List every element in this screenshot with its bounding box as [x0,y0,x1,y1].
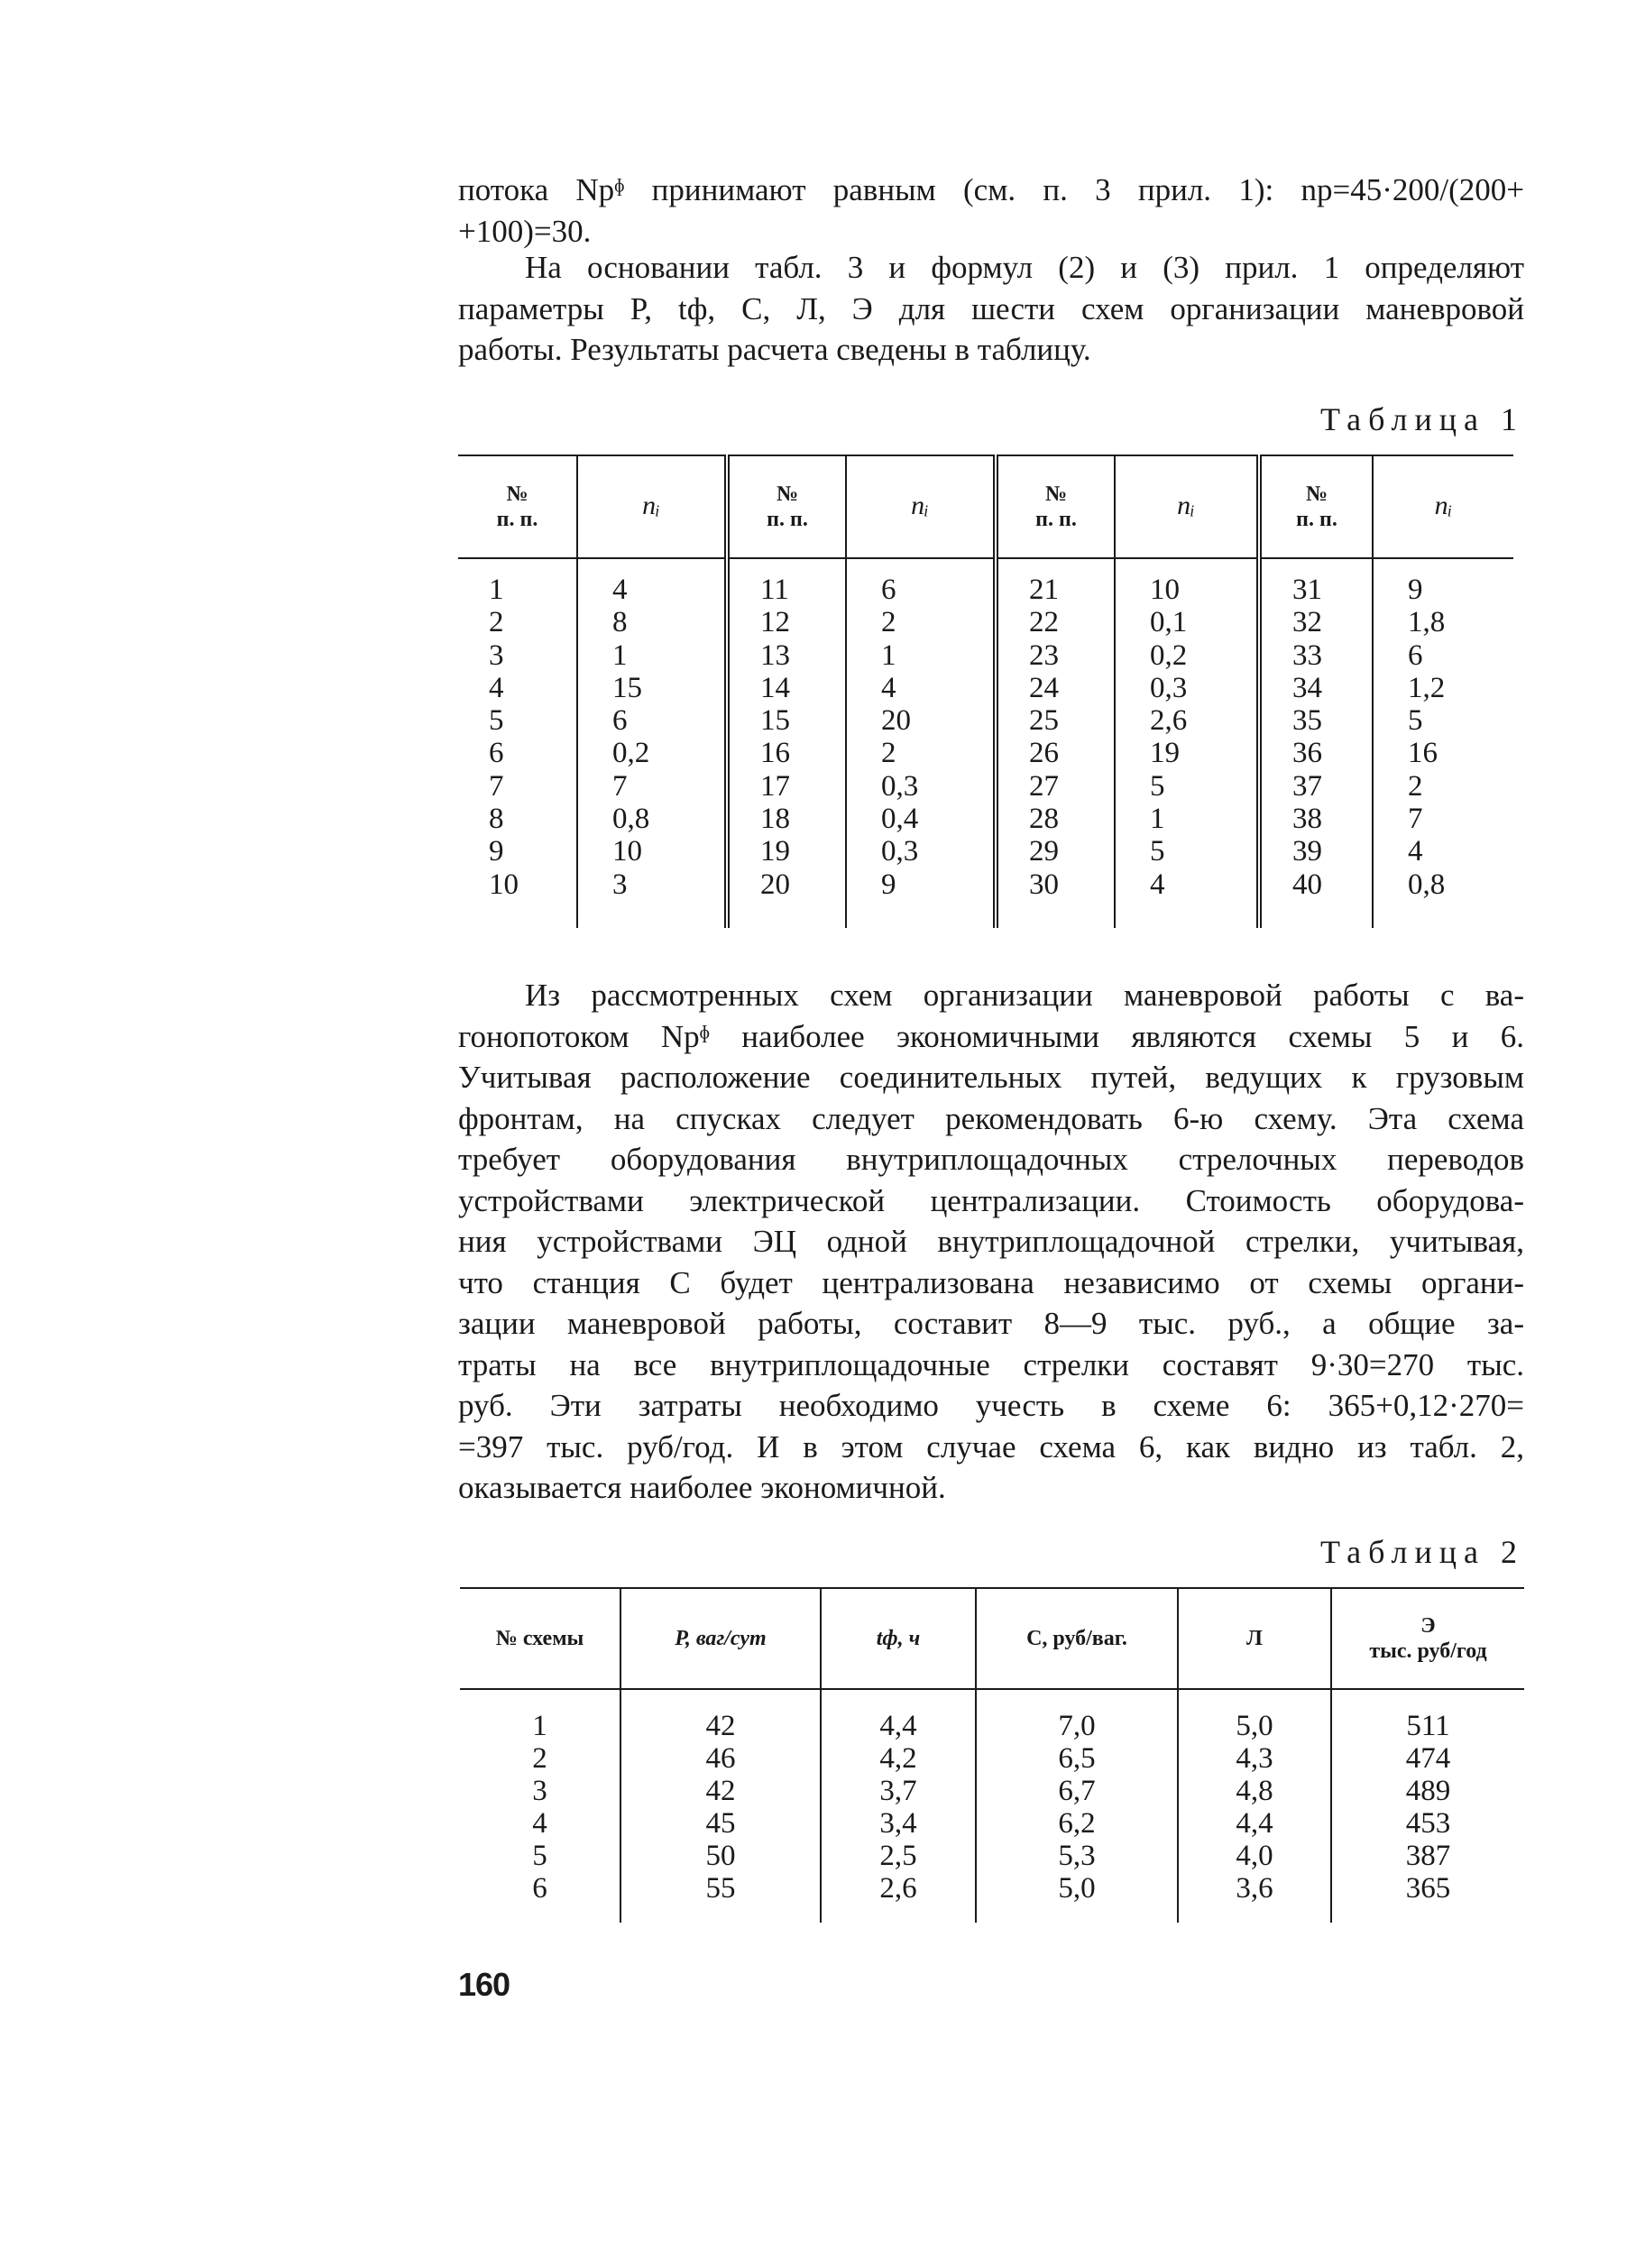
paragraph-3-line: руб. Эти затраты необходимо учесть в схеме 6: 365+0,12·270= [458,1388,1524,1423]
table-cell-value: 5,0 [1236,1710,1273,1742]
table-cell-value: 33 [1292,638,1322,672]
table-cell-value: 36 [1292,737,1322,770]
table-cell-value: 4,0 [1236,1840,1273,1872]
paragraph-2 [458,247,1524,371]
table-cell-value: 7 [1408,803,1423,836]
table-cell-value: 4 [489,671,504,704]
paragraph-3-line: Из рассмотренных схем организации маневровой работы с ва- [525,978,1524,1013]
table-cell-value: 1 [612,638,628,672]
header-num-label: п. п. [1035,508,1077,531]
table-cell-value: 37 [1292,769,1322,803]
table-cell-value: 0,2 [612,737,650,770]
table-cell-value: 0,8 [1408,868,1446,901]
table-2-header-c: С, руб/ваг. [976,1588,1178,1689]
table-2-header-row [460,1588,1524,1689]
paragraph-1-line: +100)=30. [458,213,592,249]
table-cell-value: 3,4 [879,1807,917,1840]
table-cell-value: 9 [1408,574,1423,606]
table-cell-value: 4,2 [879,1742,917,1775]
header-tf-label: tф, ч [876,1627,921,1650]
paragraph-3 [458,975,1524,1509]
table-cell-value: 39 [1292,835,1322,868]
table-cell-value: 4 [1408,835,1423,868]
table-cell-value: 0,4 [881,803,919,836]
table-1-body-row [458,558,1513,928]
table-cell-value: 6 [489,737,504,770]
table-cell-value: 5 [1150,835,1165,868]
table-2-scheme-column [460,1689,620,1923]
table-cell-value: 15 [612,671,642,704]
table-cell-value: 3,7 [879,1775,917,1807]
table-cell-value: 32 [1292,606,1322,639]
table-cell-value: 6,5 [1058,1742,1096,1775]
table-cell-value: 10 [1150,574,1180,606]
table-2-c-column [976,1689,1178,1923]
table-cell-value: 511 [1406,1710,1450,1742]
table-cell-value: 19 [1150,737,1180,770]
table-cell-value: 10 [612,835,642,868]
table-cell-value: 4 [612,574,628,606]
paragraph-2-line: работы. Результаты расчета сведены в таблицу. [458,332,1091,367]
table-cell-value: 50 [705,1840,736,1872]
table-cell-value: 6 [532,1872,547,1905]
table-cell-value: 7 [612,769,628,803]
table-cell-value: 7 [489,769,504,803]
table-cell-value: 5 [1150,769,1165,803]
table-cell-value: 20 [760,868,790,901]
table-1-header-num [1259,455,1373,558]
table-cell-value: 5 [532,1840,547,1872]
table-cell-value: 0,3 [881,769,919,803]
table-cell-value: 6 [881,574,896,606]
table-2-header-scheme: № схемы [495,1627,584,1650]
header-num-label: п. п. [496,508,538,531]
header-e-symbol: Э [1420,1614,1436,1638]
table-cell-value: 15 [760,704,790,738]
table-cell-value: 4,4 [879,1710,917,1742]
table-2-header-l: Л [1178,1588,1331,1689]
table-cell-value: 14 [760,671,790,704]
table-cell-value: 42 [705,1710,736,1742]
table-cell-value: 23 [1029,638,1059,672]
paragraph-3-line: гонопотоком Nрᶲ наиболее экономичными являются схемы 5 и 6. [458,1018,1524,1054]
table-cell-value: 6 [612,704,628,738]
table-cell-value: 13 [760,638,790,672]
table-cell-value: 0,8 [612,803,650,836]
table-cell-value: 9 [489,835,504,868]
table-1-num-column [1259,558,1373,928]
table-2-p-column [620,1689,821,1923]
table-cell-value: 4 [881,671,896,704]
table-cell-value: 4 [1150,868,1165,901]
table-cell-value: 35 [1292,704,1322,738]
table-cell-value: 2,5 [879,1840,917,1872]
table-1-num-column [727,558,846,928]
paragraph-3-line: требует оборудования внутриплощадочных стрелочных переводов [458,1142,1524,1177]
paragraph-1 [458,170,1524,252]
table-cell-value: 2 [532,1742,547,1775]
header-value-label: nᵢ [911,491,929,520]
table-cell-value: 20 [881,704,911,738]
table-cell-value: 16 [760,737,790,770]
table-cell-value: 0,2 [1150,638,1188,672]
table-cell-value: 40 [1292,868,1322,901]
table-cell-value: 2,6 [879,1872,917,1905]
table-1-value-column [577,558,727,928]
table-cell-value: 10 [489,868,519,901]
table-cell-value: 6,7 [1058,1775,1096,1807]
table-cell-value: 4,4 [1236,1807,1273,1840]
table-2-header-tf [821,1588,976,1689]
paragraph-3-line: фронтам, на спусках следует рекомендовать 6-ю схему. Эта схема [458,1100,1524,1136]
header-num-symbol: № [776,482,799,506]
table-cell-value: 365 [1405,1872,1451,1905]
table-cell-value: 8 [612,606,628,639]
header-p-label: P, ваг/сут [675,1627,767,1650]
table-1-caption: Таблица 1 [1320,401,1524,437]
table-2-l-column [1178,1689,1331,1923]
table-cell-value: 8 [489,803,504,836]
table-cell-value: 30 [1029,868,1059,901]
table-cell-value: 2 [1408,769,1423,803]
table-cell-value: 4,3 [1236,1742,1273,1775]
header-value-label: nᵢ [1177,491,1195,520]
header-num-label: п. п. [1296,508,1337,531]
table-2-header-p [620,1588,821,1689]
paragraph-3-line: зации маневровой работы, составит 8—9 тыс. руб., а общие за- [458,1306,1524,1341]
table-cell-value: 12 [760,606,790,639]
table-cell-value: 9 [881,868,896,901]
table-cell-value: 1 [1150,803,1165,836]
table-cell-value: 3 [612,868,628,901]
table-cell-value: 5,0 [1058,1872,1096,1905]
table-cell-value: 3 [532,1775,547,1807]
table-1-header-row [458,455,1513,558]
table-1-header-num [727,455,846,558]
table-cell-value: 3 [489,638,504,672]
table-cell-value: 2 [881,737,896,770]
paragraph-3-line: устройствами электрической централизации. Стоимость оборудова- [458,1182,1524,1218]
paragraph-3-line: что станция С будет централизована независимо от схемы органи- [458,1264,1524,1300]
paragraph-3-line: оказывается наиболее экономичной. [458,1470,946,1505]
table-cell-value: 25 [1029,704,1059,738]
table-1-value-column [1115,558,1259,928]
paragraph-3-line: =397 тыс. руб/год. И в этом случае схема 6, как видно из табл. 2, [458,1428,1524,1465]
header-num-symbol: № [1044,482,1068,506]
paragraph-3-line: траты на все внутриплощадочные стрелки составят 9·30=270 тыс. [458,1346,1524,1382]
table-cell-value: 7,0 [1058,1710,1096,1742]
page-number: 160 [458,1966,510,2003]
table-cell-value: 1,2 [1408,671,1446,704]
table-cell-value: 0,3 [881,835,919,868]
table-cell-value: 11 [760,574,789,606]
table-cell-value: 45 [705,1807,736,1840]
table-cell-value: 42 [705,1775,736,1807]
table-2-e-column [1331,1689,1524,1923]
table-cell-value: 28 [1029,803,1059,836]
table-1-header-value [577,455,727,558]
table-cell-value: 5 [1408,704,1423,738]
paragraph-2-line: параметры P, tф, С, Л, Э для шести схем организации маневровой [458,290,1524,326]
table-cell-value: 453 [1405,1807,1451,1840]
table-cell-value: 2,6 [1150,704,1188,738]
paragraph-3-line: Учитывая расположение соединительных путей, ведущих к грузовым [458,1060,1524,1095]
table-2-tf-column [821,1689,976,1923]
table-1-header-value [846,455,996,558]
table-cell-value: 387 [1405,1840,1451,1872]
table-cell-value: 22 [1029,606,1059,639]
table-1-num-column [458,558,577,928]
table-cell-value: 16 [1408,737,1438,770]
table-cell-value: 1,8 [1408,606,1446,639]
table-1-value-column [1373,558,1513,928]
table-cell-value: 19 [760,835,790,868]
table-cell-value: 46 [705,1742,736,1775]
table-cell-value: 21 [1029,574,1059,606]
table-cell-value: 6,2 [1058,1807,1096,1840]
table-cell-value: 38 [1292,803,1322,836]
table-1 [458,455,1513,928]
header-value-label: nᵢ [1434,491,1453,520]
table-cell-value: 34 [1292,671,1322,704]
table-cell-value: 0,1 [1150,606,1188,639]
table-cell-value: 6 [1408,638,1423,672]
table-cell-value: 31 [1292,574,1322,606]
table-1-header-num [458,455,577,558]
table-cell-value: 4 [532,1807,547,1840]
table-cell-value: 1 [881,638,896,672]
header-e-unit: тыс. руб/год [1369,1639,1487,1663]
table-cell-value: 4,8 [1236,1775,1273,1807]
table-cell-value: 5 [489,704,504,738]
table-cell-value: 18 [760,803,790,836]
table-cell-value: 3,6 [1236,1872,1273,1905]
header-num-label: п. п. [767,508,808,531]
table-1-num-column [996,558,1115,928]
header-value-label: nᵢ [642,491,660,520]
header-num-symbol: № [506,482,528,506]
table-cell-value: 55 [705,1872,736,1905]
table-cell-value: 27 [1029,769,1059,803]
table-cell-value: 0,3 [1150,671,1188,704]
table-2-header-e [1331,1588,1524,1689]
table-cell-value: 2 [489,606,504,639]
table-2-body-row [460,1689,1524,1923]
table-cell-value: 24 [1029,671,1059,704]
header-num-symbol: № [1305,482,1328,506]
paragraph-2-line: На основании табл. 3 и формул (2) и (3) прил. 1 определяют [525,250,1524,285]
table-cell-value: 5,3 [1058,1840,1096,1872]
table-1-header-num [996,455,1115,558]
paragraph-3-line: ния устройствами ЭЦ одной внутриплощадочной стрелки, учитывая, [458,1224,1524,1259]
table-2 [460,1587,1524,1923]
table-cell-value: 29 [1029,835,1059,868]
table-cell-value: 489 [1405,1775,1451,1807]
table-cell-value: 1 [532,1710,547,1742]
paragraph-1-line: потока Nрᶲ принимают равным (см. п. 3 прил. 1): nр=45·200/(200+ [458,172,1524,207]
table-cell-value: 26 [1029,737,1059,770]
table-1-value-column [846,558,996,928]
table-cell-value: 2 [881,606,896,639]
table-2-caption: Таблица 2 [1320,1534,1524,1570]
table-cell-value: 474 [1405,1742,1451,1775]
table-1-header-value [1115,455,1259,558]
table-cell-value: 17 [760,769,790,803]
table-cell-value: 1 [489,574,504,606]
table-1-header-value [1373,455,1513,558]
